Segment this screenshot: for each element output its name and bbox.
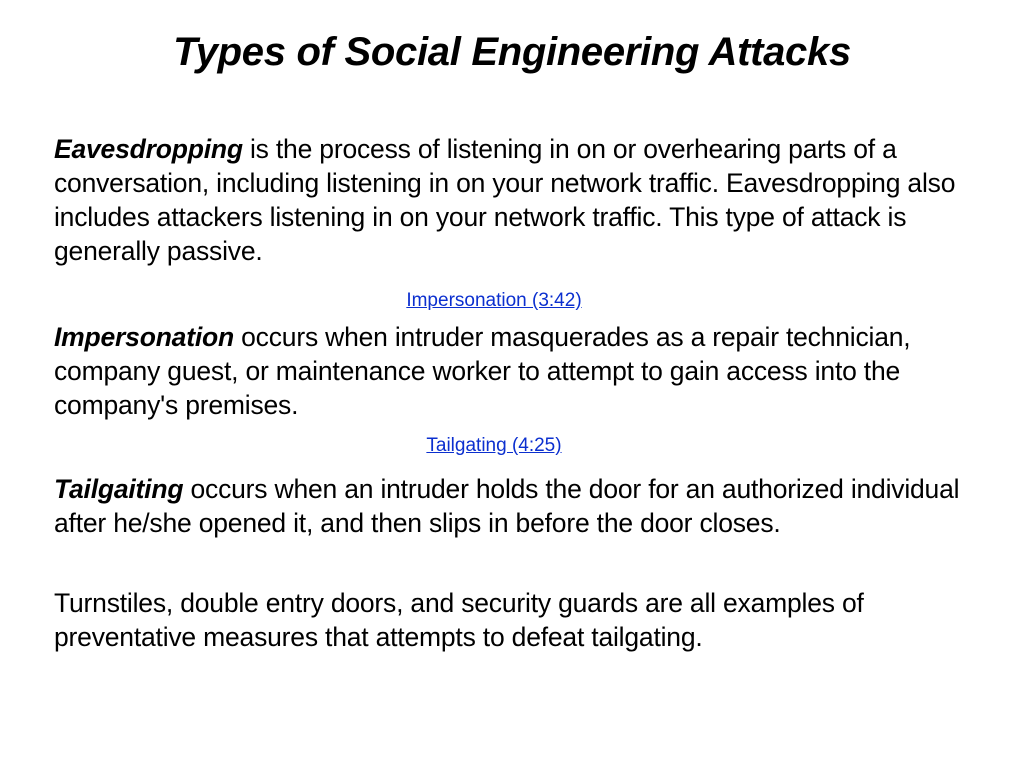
eavesdropping-term: Eavesdropping [54,134,243,164]
impersonation-paragraph [54,320,964,422]
eavesdropping-paragraph [54,132,964,268]
tailgaiting-term: Tailgaiting [54,474,184,504]
tailgating-video-link[interactable]: Tailgating (4:25) [426,435,562,456]
eavesdropping-description: is the process of listening in on or overhearing parts of a conversation, including listening in on your network traffic. Eavesdropping also includes attackers listening in on your network traffic. This type of attack is generally passive. [54,134,956,266]
impersonation-description: occurs when intruder masquerades as a repair technician, company guest, or maintenance worker to attempt to gain access into the company's premises. [54,322,911,420]
tailgaiting-paragraph [54,472,964,540]
impersonation-term: Impersonation [54,322,234,352]
slide-title: Types of Social Engineering Attacks [173,30,851,74]
preventative-measures-paragraph: Turnstiles, double entry doors, and security guards are all examples of preventative measures that attempts to defeat tailgating. [54,588,864,652]
impersonation-video-link[interactable]: Impersonation (3:42) [406,290,582,311]
tailgaiting-description: occurs when an intruder holds the door for an authorized individual after he/she opened it, and then slips in before the door closes. [54,474,960,538]
